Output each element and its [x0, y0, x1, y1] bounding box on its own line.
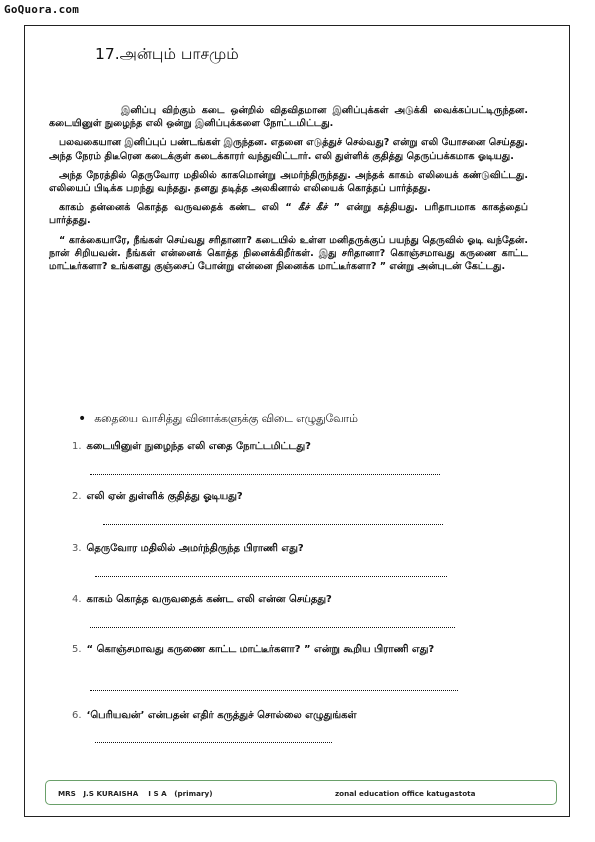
story-paragraph-4: [49, 201, 528, 227]
answer-line-1[interactable]: [90, 474, 440, 475]
question-number: 5.: [72, 644, 82, 655]
question-text: “ கொஞ்சமாவது கருணை காட்ட மாட்டீர்களா? ” என்று கூறிய பிராணி எது?: [86, 644, 435, 655]
bullet-icon: •: [78, 411, 87, 427]
lesson-number: 17.: [95, 45, 120, 63]
site-brand: GoQuora.com: [4, 3, 80, 16]
question-3: [72, 542, 534, 556]
story-text: [49, 104, 528, 279]
story-paragraph-3: அந்த நேரத்தில் தெருவோர மதிலில் காகமொன்று அமர்ந்திருந்தது. அந்தக் காகம் எலியைக் கண்டுவிட்டது. எலியைப் பிடிக்க பறந்து வந்தது. தனது தடித்த அலகினால் எலியைக் கொத்தப் பார்த்தது.: [49, 169, 528, 195]
question-4: [72, 593, 534, 607]
story-paragraph-2: பலவகையான இனிப்புப் பண்டங்கள் இருந்தன. எதனை எடுத்துச் செல்வது? என்று எலி யோசனை செய்தது. அந்த நேரம் திடீரென கடைக்குள் கடைக்காரர் வந்துவிட்டார். எலி துள்ளிக் குதித்து தெருப்பக்கமாக ஓடியது.: [49, 137, 528, 162]
question-number: 6.: [72, 710, 82, 721]
questions-header-text: கதையை வாசித்து வினாக்களுக்கு விடை எழுதுவோம்: [94, 412, 358, 425]
question-5: [72, 643, 534, 657]
question-6: [72, 709, 534, 723]
answer-line-3[interactable]: [95, 576, 447, 577]
question-text: காகம் கொத்த வருவதைக் கண்ட எலி என்ன செய்தது?: [86, 594, 332, 605]
lesson-title: [95, 45, 239, 65]
answer-line-6[interactable]: [95, 742, 332, 743]
story-paragraph-1: இனிப்பு விற்கும் கடை ஒன்றில் விதவிதமான இனிப்புக்கள் அடுக்கி வைக்கப்பட்டிருந்தன. கடையினுள் நுழைந்த எலி ஒன்று இனிப்புக்களை நோட்டமிட்டது.: [49, 105, 528, 130]
question-1: [72, 440, 534, 454]
answer-line-4[interactable]: [90, 627, 455, 628]
story-p4-after: ” என்று கத்தியது. பரிதாபமாக காகத்தைப் பார்த்தது.: [49, 202, 528, 227]
questions-header: [78, 411, 538, 427]
story-p4-italic: கீச் கீச்: [298, 202, 328, 214]
question-number: 2.: [72, 491, 82, 502]
question-text: தெருவோர மதிலில் அமர்ந்திருந்த பிராணி எது?: [86, 543, 304, 554]
footer-author: MRS J.S KURAISHA I S A (primary): [58, 789, 213, 798]
question-number: 3.: [72, 543, 82, 554]
answer-line-5[interactable]: [90, 690, 458, 691]
question-number: 4.: [72, 594, 82, 605]
question-number: 1.: [72, 441, 82, 452]
question-text: ‘பெரியவன்’ என்பதன் எதிர் கருத்துச் சொல்லை எழுதுங்கள்: [86, 710, 357, 721]
footer-office: zonal education office katugastota: [335, 789, 476, 798]
question-text: கடையினுள் நுழைந்த எலி எதை நோட்டமிட்டது?: [86, 441, 311, 452]
story-paragraph-5: “ காக்கையாரே, நீங்கள் செய்வது சரிதானா? கடையில் உள்ள மனிதருக்குப் பயந்து தெருவில் ஓடி வந்தேன். நான் சிறியவன். நீங்கள் என்னைக் கொத்த நினைக்கிறீர்கள். இது சரிதானா? கொஞ்சமாவது கருணை காட்ட மாட்டீர்களா? உங்களது குஞ்சைப் போன்று என்னை நினைக்க மாட்டீர்களா? ” என்று அன்புடன் கேட்டது.: [49, 234, 528, 273]
answer-line-2[interactable]: [103, 524, 443, 525]
footer: [45, 780, 557, 805]
question-text: எலி ஏன் துள்ளிக் குதித்து ஓடியது?: [86, 491, 243, 502]
story-p4-before: காகம் தன்னைக் கொத்த வருவதைக் கண்ட எலி “: [59, 202, 292, 214]
lesson-title-text: அன்பும் பாசமும்: [119, 45, 239, 63]
question-2: [72, 490, 534, 504]
